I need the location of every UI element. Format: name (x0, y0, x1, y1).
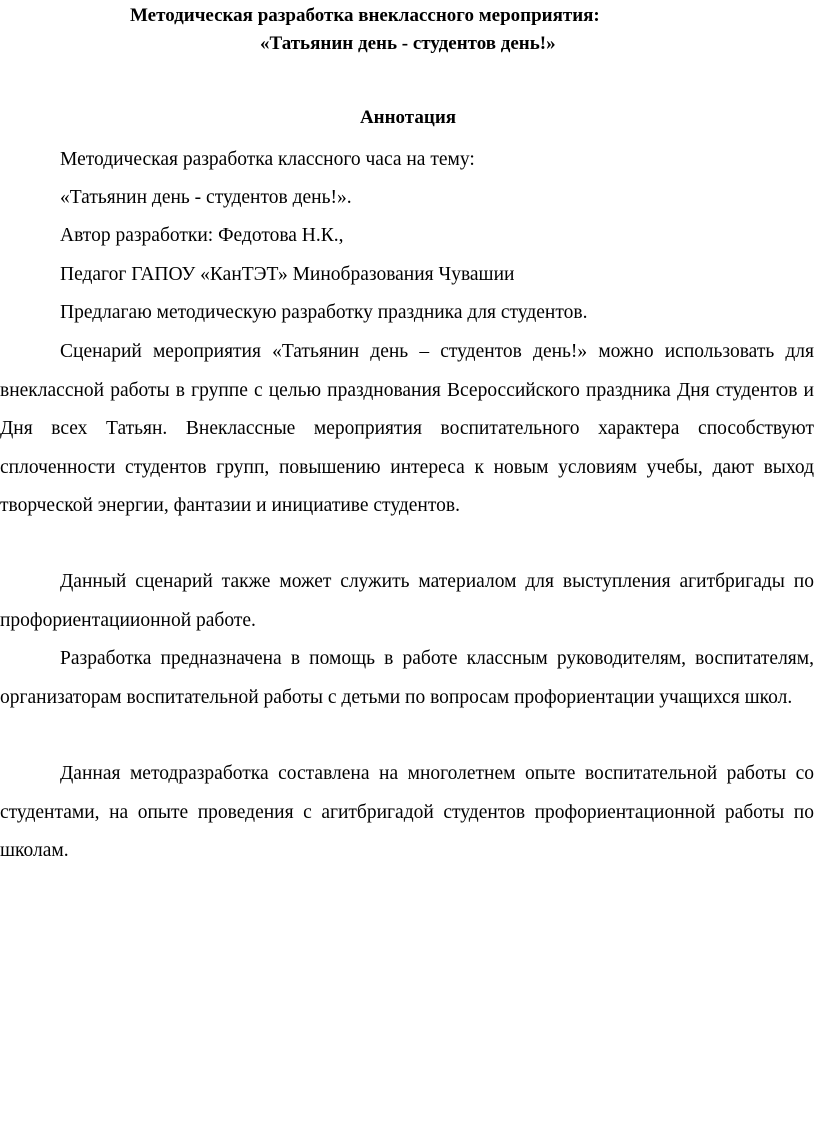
intro-line-topic: Методическая разработка классного часа на тему: (60, 149, 475, 170)
document-title-line-2: «Татьянин день - студентов день!» (260, 33, 556, 54)
paragraph-purpose: Разработка предназначена в помощь в работе классным руководителям, воспитателям, организаторам воспитательной работы с детьми по вопросам профориентации учащихся школ. (0, 648, 814, 708)
section-heading: Аннотация (359, 107, 457, 128)
paragraph-agitbrigade: Данный сценарий также может служить материалом для выступления агитбригады по профориентациионной работе. (0, 571, 814, 631)
document-title-line-1: Методическая разработка внеклассного мероприятия: (130, 5, 600, 26)
intro-line-event-name: «Татьянин день - студентов день!». (60, 187, 352, 208)
intro-line-position: Педагог ГАПОУ «КанТЭТ» Минобразования Чувашии (60, 264, 515, 285)
paragraph-experience: Данная методразработка составлена на многолетнем опыте воспитательной работы со студентами, на опыте проведения с агитбригадой студентов профориентационной работы по школам. (0, 763, 814, 861)
intro-line-offer: Предлагаю методическую разработку праздника для студентов. (60, 302, 588, 323)
intro-line-author: Автор разработки: Федотова Н.К., (60, 225, 344, 246)
paragraph-scenario: Сценарий мероприятия «Татьянин день – студентов день!» можно использовать для внеклассной работы в группе с целью празднования Всероссийского праздника Дня студентов и Дня всех Татьян. Внеклассные мероприятия воспитательного характера способствуют сплоченности студентов групп, повышению интереса к новым условиям учебы, дают выход творческой энергии, фантазии и инициативе студентов. (0, 341, 814, 516)
